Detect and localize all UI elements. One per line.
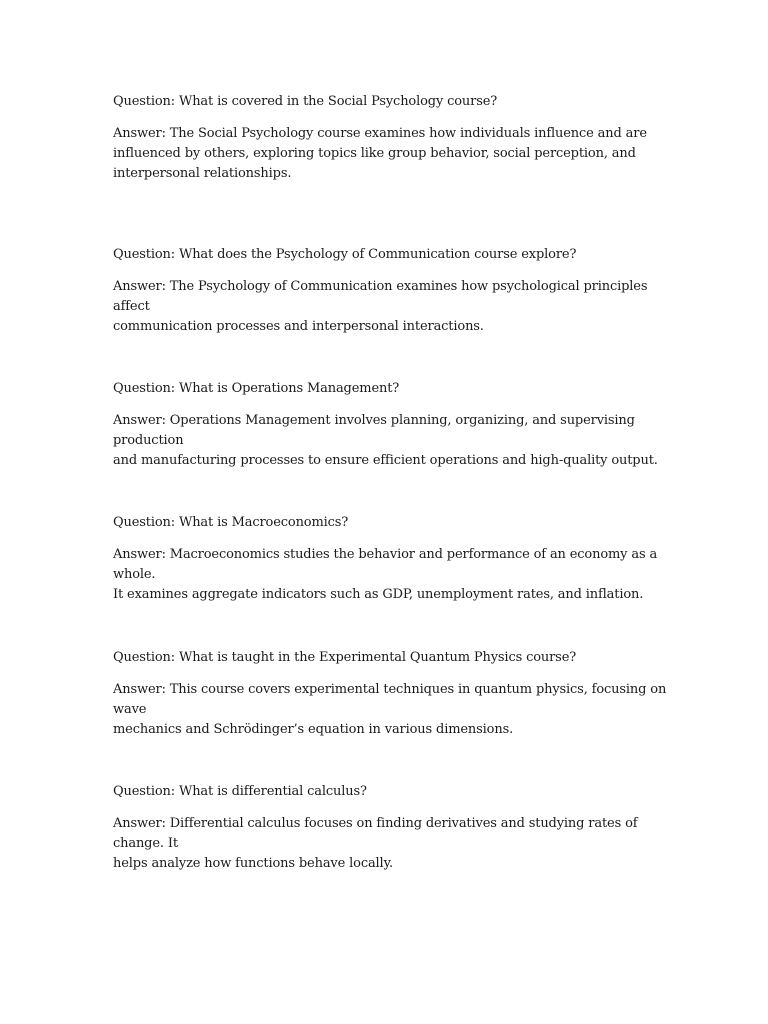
answer-text: Answer: The Social Psychology course examines how individuals influence and are influenced by others, exploring topics like group behavior, social perception, and interpersonal relationships.	[113, 126, 647, 181]
qa-block	[113, 782, 673, 874]
answer-text: Answer: Operations Management involves planning, organizing, and supervising production and manufacturing processes to ensure efficient operations and high-quality output.	[113, 413, 658, 468]
question-text: Question: What is differential calculus?	[113, 784, 367, 799]
question-text: Question: What is Macroeconomics?	[113, 515, 349, 530]
question-text: Question: What is Operations Management?	[113, 381, 400, 396]
qa-block	[113, 92, 673, 184]
answer-text: Answer: Macroeconomics studies the behavior and performance of an economy as a whole. It examines aggregate indicators such as GDP, unemployment rates, and inflation.	[113, 547, 658, 602]
question-text: Question: What is covered in the Social Psychology course?	[113, 94, 498, 109]
answer-text: Answer: The Psychology of Communication examines how psychological principles affect communication processes and interpersonal interactions.	[113, 279, 648, 334]
qa-block	[113, 245, 673, 337]
question-text: Question: What is taught in the Experimental Quantum Physics course?	[113, 650, 577, 665]
qa-block	[113, 379, 673, 471]
answer-text: Answer: Differential calculus focuses on finding derivatives and studying rates of change. It helps analyze how functions behave locally.	[113, 816, 638, 871]
qa-block	[113, 648, 673, 740]
answer-text: Answer: This course covers experimental techniques in quantum physics, focusing on wave mechanics and Schrödinger’s equation in various dimensions.	[113, 682, 667, 737]
qa-block	[113, 513, 673, 605]
question-text: Question: What does the Psychology of Communication course explore?	[113, 247, 577, 262]
